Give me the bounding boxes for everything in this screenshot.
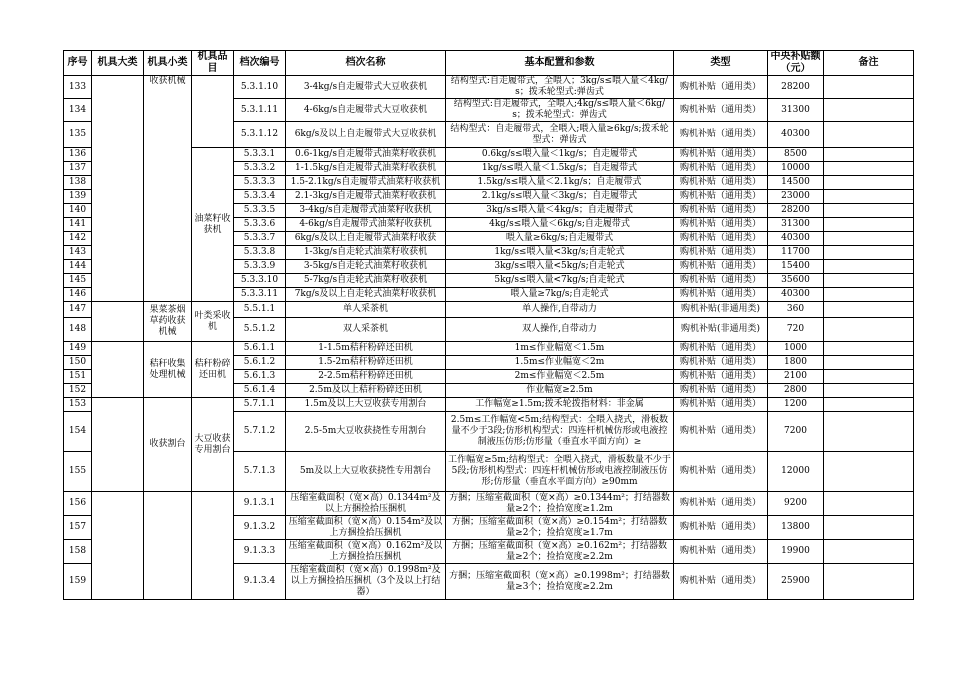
header-cell: 中央补贴额（元） bbox=[768, 51, 824, 76]
row-type: 购机补贴（通用类） bbox=[674, 370, 768, 384]
row-no: 152 bbox=[64, 384, 92, 398]
row-no: 143 bbox=[64, 246, 92, 260]
item-cell bbox=[192, 76, 234, 148]
row-name: 3-4kg/s自走履带式大豆收获机 bbox=[286, 76, 446, 99]
row-amount: 31300 bbox=[768, 99, 824, 122]
header-cell: 机具大类 bbox=[92, 51, 144, 76]
row-no: 137 bbox=[64, 162, 92, 176]
row-no: 147 bbox=[64, 302, 92, 318]
row-name: 3-4kg/s自走履带式油菜籽收获机 bbox=[286, 204, 446, 218]
row-amount: 31300 bbox=[768, 218, 824, 232]
row-no: 150 bbox=[64, 356, 92, 370]
row-type: 购机补贴（通用类） bbox=[674, 412, 768, 452]
row-config: 1.5kg/s≤喂入量＜2.1kg/s；自走履带式 bbox=[446, 176, 674, 190]
row-no: 133 bbox=[64, 76, 92, 99]
row-name: 7kg/s及以上自走轮式油菜籽收获机 bbox=[286, 288, 446, 302]
row-code: 5.3.1.12 bbox=[234, 122, 286, 148]
subsidy-table bbox=[63, 50, 914, 600]
header-cell: 档次名称 bbox=[286, 51, 446, 76]
item-cell: 叶类采收机 bbox=[192, 302, 234, 342]
major-class-cell bbox=[92, 76, 144, 302]
row-code: 5.3.3.9 bbox=[234, 260, 286, 274]
row-config: 2.1kg/s≤喂入量＜3kg/s；自走履带式 bbox=[446, 190, 674, 204]
header-row bbox=[64, 51, 914, 76]
major-class-cell bbox=[92, 342, 144, 398]
minor-class-cell: 果菜茶烟草药收获机械 bbox=[144, 302, 192, 342]
row-amount: 14500 bbox=[768, 176, 824, 190]
table-row bbox=[64, 148, 914, 162]
minor-class-cell bbox=[144, 492, 192, 600]
row-name: 1-1.5kg/s自走履带式油菜籽收获机 bbox=[286, 162, 446, 176]
row-no: 148 bbox=[64, 318, 92, 342]
header-cell: 档次编号 bbox=[234, 51, 286, 76]
table-row bbox=[64, 302, 914, 318]
row-note bbox=[824, 384, 914, 398]
row-note bbox=[824, 288, 914, 302]
row-config: 方捆；压缩室截面积（宽×高）≥0.1998m²；打结器数量≥3个；捡拾宽度≥2.2m bbox=[446, 564, 674, 600]
row-note bbox=[824, 218, 914, 232]
table-row bbox=[64, 342, 914, 356]
row-type: 购机补贴（通用类） bbox=[674, 384, 768, 398]
row-name: 压缩室截面积（宽×高）0.154m²及以上方捆捡拾压捆机 bbox=[286, 516, 446, 540]
major-class-cell bbox=[92, 398, 144, 492]
row-code: 5.3.3.8 bbox=[234, 246, 286, 260]
row-type: 购机补贴（通用类） bbox=[674, 540, 768, 564]
row-amount: 2100 bbox=[768, 370, 824, 384]
row-note bbox=[824, 564, 914, 600]
row-note bbox=[824, 99, 914, 122]
row-no: 157 bbox=[64, 516, 92, 540]
row-note bbox=[824, 260, 914, 274]
row-note bbox=[824, 76, 914, 99]
row-amount: 35600 bbox=[768, 274, 824, 288]
row-no: 151 bbox=[64, 370, 92, 384]
row-type: 购机补贴（通用类） bbox=[674, 288, 768, 302]
row-no: 155 bbox=[64, 452, 92, 492]
row-amount: 40300 bbox=[768, 122, 824, 148]
row-code: 5.3.1.11 bbox=[234, 99, 286, 122]
row-config: 单人操作,自带动力 bbox=[446, 302, 674, 318]
row-type: 购机补贴(非通用类) bbox=[674, 302, 768, 318]
row-code: 5.7.1.2 bbox=[234, 412, 286, 452]
row-note bbox=[824, 302, 914, 318]
row-config: 工作幅宽≥1.5m;拨禾轮拨指材料：非金属 bbox=[446, 398, 674, 412]
header-cell: 机具小类 bbox=[144, 51, 192, 76]
row-amount: 19900 bbox=[768, 540, 824, 564]
item-cell bbox=[192, 492, 234, 600]
row-note bbox=[824, 356, 914, 370]
row-name: 5m及以上大豆收获挠性专用割台 bbox=[286, 452, 446, 492]
row-no: 154 bbox=[64, 412, 92, 452]
row-no: 158 bbox=[64, 540, 92, 564]
row-amount: 9200 bbox=[768, 492, 824, 516]
item-cell: 秸秆粉碎还田机 bbox=[192, 342, 234, 398]
row-note bbox=[824, 232, 914, 246]
row-type: 购机补贴（通用类） bbox=[674, 162, 768, 176]
row-code: 5.6.1.4 bbox=[234, 384, 286, 398]
header-cell: 类型 bbox=[674, 51, 768, 76]
row-note bbox=[824, 540, 914, 564]
row-no: 153 bbox=[64, 398, 92, 412]
row-config: 2m≤作业幅宽＜2.5m bbox=[446, 370, 674, 384]
row-type: 购机补贴（通用类） bbox=[674, 122, 768, 148]
row-config: 5kg/s≤喂入量<7kg/s;自走轮式 bbox=[446, 274, 674, 288]
row-code: 5.6.1.3 bbox=[234, 370, 286, 384]
row-note bbox=[824, 246, 914, 260]
row-no: 142 bbox=[64, 232, 92, 246]
row-code: 5.5.1.1 bbox=[234, 302, 286, 318]
row-name: 1.5-2.1kg/s自走履带式油菜籽收获机 bbox=[286, 176, 446, 190]
row-name: 5-7kg/s自走轮式油菜籽收获机 bbox=[286, 274, 446, 288]
row-amount: 28200 bbox=[768, 204, 824, 218]
row-note bbox=[824, 190, 914, 204]
row-config: 1m≤作业幅宽＜1.5m bbox=[446, 342, 674, 356]
row-code: 5.6.1.1 bbox=[234, 342, 286, 356]
row-code: 5.3.3.7 bbox=[234, 232, 286, 246]
row-amount: 11700 bbox=[768, 246, 824, 260]
row-config: 1kg/s≤喂入量<3kg/s;自走轮式 bbox=[446, 246, 674, 260]
row-config: 作业幅宽≥2.5m bbox=[446, 384, 674, 398]
row-note bbox=[824, 452, 914, 492]
row-note bbox=[824, 318, 914, 342]
row-config: 结构型式:自走履带式，全喂入；3kg/s≤喂入量＜4kg/s；拨禾轮型式:弹齿式 bbox=[446, 76, 674, 99]
row-code: 5.3.3.5 bbox=[234, 204, 286, 218]
row-type: 购机补贴（通用类） bbox=[674, 492, 768, 516]
row-code: 9.1.3.2 bbox=[234, 516, 286, 540]
row-no: 144 bbox=[64, 260, 92, 274]
row-type: 购机补贴（通用类） bbox=[674, 148, 768, 162]
row-amount: 2800 bbox=[768, 384, 824, 398]
major-class-cell bbox=[92, 492, 144, 600]
row-amount: 1800 bbox=[768, 356, 824, 370]
row-type: 购机补贴（通用类） bbox=[674, 218, 768, 232]
row-amount: 40300 bbox=[768, 288, 824, 302]
row-amount: 25900 bbox=[768, 564, 824, 600]
row-amount: 12000 bbox=[768, 452, 824, 492]
row-note bbox=[824, 176, 914, 190]
row-amount: 8500 bbox=[768, 148, 824, 162]
document-page bbox=[63, 50, 914, 600]
row-config: 3kg/s≤喂入量＜4kg/s；自走履带式 bbox=[446, 204, 674, 218]
row-no: 140 bbox=[64, 204, 92, 218]
minor-class-cell: 收获割台 bbox=[144, 398, 192, 492]
row-config: 方捆；压缩室截面积（宽×高）≥0.1344m²；打结器数量≥2个；捡拾宽度≥1.2m bbox=[446, 492, 674, 516]
row-code: 5.3.3.4 bbox=[234, 190, 286, 204]
row-name: 压缩室截面积（宽×高）0.1998m²及以上方捆捡拾压捆机（3个及以上打结器） bbox=[286, 564, 446, 600]
row-config: 喂入量≥6kg/s;自走履带式 bbox=[446, 232, 674, 246]
row-type: 购机补贴（通用类） bbox=[674, 516, 768, 540]
row-amount: 1000 bbox=[768, 342, 824, 356]
row-config: 方捆；压缩室截面积（宽×高）≥0.154m²；打结器数量≥2个；捡拾宽度≥1.7m bbox=[446, 516, 674, 540]
row-code: 5.5.1.2 bbox=[234, 318, 286, 342]
row-config: 4kg/s≤喂入量＜6kg/s;自走履带式 bbox=[446, 218, 674, 232]
row-amount: 10000 bbox=[768, 162, 824, 176]
row-amount: 28200 bbox=[768, 76, 824, 99]
header-cell: 序号 bbox=[64, 51, 92, 76]
row-code: 5.3.3.11 bbox=[234, 288, 286, 302]
row-name: 单人采茶机 bbox=[286, 302, 446, 318]
row-type: 购机补贴（通用类） bbox=[674, 398, 768, 412]
row-note bbox=[824, 516, 914, 540]
row-note bbox=[824, 122, 914, 148]
row-note bbox=[824, 162, 914, 176]
row-no: 145 bbox=[64, 274, 92, 288]
row-name: 压缩室截面积（宽×高）0.162m²及以上方捆捡拾压捆机 bbox=[286, 540, 446, 564]
row-amount: 720 bbox=[768, 318, 824, 342]
row-code: 5.7.1.1 bbox=[234, 398, 286, 412]
row-code: 5.3.3.2 bbox=[234, 162, 286, 176]
row-note bbox=[824, 370, 914, 384]
item-cell: 油菜籽收获机 bbox=[192, 148, 234, 302]
row-name: 双人采茶机 bbox=[286, 318, 446, 342]
row-config: 工作幅宽≥5m;结构型式：全喂入挠式，滑板数量不少于5段;仿形机构型式：四连杆机械仿形或电液控制液压仿形;仿形量（垂直水平面方向）≥90mm bbox=[446, 452, 674, 492]
row-name: 2.5-5m大豆收获挠性专用割台 bbox=[286, 412, 446, 452]
row-type: 购机补贴（通用类） bbox=[674, 76, 768, 99]
row-type: 购机补贴（通用类） bbox=[674, 99, 768, 122]
row-type: 购机补贴（通用类） bbox=[674, 564, 768, 600]
row-note bbox=[824, 204, 914, 218]
row-code: 9.1.3.4 bbox=[234, 564, 286, 600]
row-config: 双人操作,自带动力 bbox=[446, 318, 674, 342]
row-no: 135 bbox=[64, 122, 92, 148]
row-name: 0.6-1kg/s自走履带式油菜籽收获机 bbox=[286, 148, 446, 162]
row-amount: 1200 bbox=[768, 398, 824, 412]
minor-class-cell: 收获机械 bbox=[144, 76, 192, 302]
row-code: 5.7.1.3 bbox=[234, 452, 286, 492]
row-name: 1-3kg/s自走轮式油菜籽收获机 bbox=[286, 246, 446, 260]
row-code: 5.3.3.6 bbox=[234, 218, 286, 232]
table-row bbox=[64, 492, 914, 516]
row-config: 喂入量≥7kg/s;自走轮式 bbox=[446, 288, 674, 302]
row-config: 3kg/s≤喂入量<5kg/s;自走轮式 bbox=[446, 260, 674, 274]
row-amount: 7200 bbox=[768, 412, 824, 452]
header-cell: 备注 bbox=[824, 51, 914, 76]
row-config: 0.6kg/s≤喂入量＜1kg/s；自走履带式 bbox=[446, 148, 674, 162]
row-no: 138 bbox=[64, 176, 92, 190]
row-name: 1.5-2m秸秆粉碎还田机 bbox=[286, 356, 446, 370]
table-row bbox=[64, 398, 914, 412]
row-amount: 15400 bbox=[768, 260, 824, 274]
row-no: 149 bbox=[64, 342, 92, 356]
row-name: 6kg/s及以上自走履带式油菜籽收获 bbox=[286, 232, 446, 246]
row-name: 2.5m及以上秸秆粉碎还田机 bbox=[286, 384, 446, 398]
item-cell: 大豆收获专用割台 bbox=[192, 398, 234, 492]
row-type: 购机补贴（通用类） bbox=[674, 356, 768, 370]
row-name: 1.5m及以上大豆收获专用割台 bbox=[286, 398, 446, 412]
row-code: 5.3.3.10 bbox=[234, 274, 286, 288]
row-note bbox=[824, 412, 914, 452]
row-amount: 23000 bbox=[768, 190, 824, 204]
row-name: 2.1-3kg/s自走履带式油菜籽收获机 bbox=[286, 190, 446, 204]
row-no: 146 bbox=[64, 288, 92, 302]
row-type: 购机补贴（通用类） bbox=[674, 232, 768, 246]
row-no: 136 bbox=[64, 148, 92, 162]
major-class-cell bbox=[92, 302, 144, 342]
row-amount: 13800 bbox=[768, 516, 824, 540]
row-type: 购机补贴（通用类） bbox=[674, 190, 768, 204]
header-cell: 机具品目 bbox=[192, 51, 234, 76]
row-no: 156 bbox=[64, 492, 92, 516]
row-name: 1-1.5m秸秆粉碎还田机 bbox=[286, 342, 446, 356]
row-config: 2.5m≤工作幅宽<5m;结构型式：全喂入挠式，滑板数量不少于3段;仿形机构型式：四连杆机械仿形或电液控制液压仿形;仿形量（垂直水平面方向）≥ bbox=[446, 412, 674, 452]
minor-class-cell: 秸秆收集处理机械 bbox=[144, 342, 192, 398]
row-type: 购机补贴（通用类） bbox=[674, 260, 768, 274]
row-note bbox=[824, 274, 914, 288]
row-config: 结构型式:自走履带式，全喂入;4kg/s≤喂入量＜6kg/s；拨禾轮型式：弹齿式 bbox=[446, 99, 674, 122]
row-name: 4-6kg/s自走履带式大豆收获机 bbox=[286, 99, 446, 122]
row-name: 3-5kg/s自走轮式油菜籽收获机 bbox=[286, 260, 446, 274]
row-type: 购机补贴(非通用类) bbox=[674, 318, 768, 342]
row-type: 购机补贴（通用类） bbox=[674, 452, 768, 492]
row-code: 5.3.1.10 bbox=[234, 76, 286, 99]
row-no: 159 bbox=[64, 564, 92, 600]
row-code: 5.3.3.1 bbox=[234, 148, 286, 162]
row-type: 购机补贴（通用类） bbox=[674, 176, 768, 190]
row-no: 139 bbox=[64, 190, 92, 204]
row-type: 购机补贴（通用类） bbox=[674, 274, 768, 288]
row-code: 9.1.3.3 bbox=[234, 540, 286, 564]
row-type: 购机补贴（通用类） bbox=[674, 204, 768, 218]
row-name: 2-2.5m秸秆粉碎还田机 bbox=[286, 370, 446, 384]
row-note bbox=[824, 342, 914, 356]
row-no: 134 bbox=[64, 99, 92, 122]
table-row bbox=[64, 76, 914, 99]
row-no: 141 bbox=[64, 218, 92, 232]
row-code: 5.6.1.2 bbox=[234, 356, 286, 370]
row-config: 方捆；压缩室截面积（宽×高）≥0.162m²；打结器数量≥2个；捡拾宽度≥2.2m bbox=[446, 540, 674, 564]
row-config: 结构型式：自走履带式，全喂入;喂入量≥6kg/s;拨禾轮型式：弹齿式 bbox=[446, 122, 674, 148]
row-name: 4-6kg/s自走履带式油菜籽收获机 bbox=[286, 218, 446, 232]
row-amount: 360 bbox=[768, 302, 824, 318]
row-name: 6kg/s及以上自走履带式大豆收获机 bbox=[286, 122, 446, 148]
row-code: 5.3.3.3 bbox=[234, 176, 286, 190]
row-name: 压缩室截面积（宽×高）0.1344m²及以上方捆捡拾压捆机 bbox=[286, 492, 446, 516]
row-config: 1kg/s≤喂入量＜1.5kg/s；自走履带式 bbox=[446, 162, 674, 176]
row-note bbox=[824, 398, 914, 412]
row-amount: 40300 bbox=[768, 232, 824, 246]
row-type: 购机补贴（通用类） bbox=[674, 342, 768, 356]
row-config: 1.5m≤作业幅宽＜2m bbox=[446, 356, 674, 370]
header-cell: 基本配置和参数 bbox=[446, 51, 674, 76]
row-code: 9.1.3.1 bbox=[234, 492, 286, 516]
row-note bbox=[824, 148, 914, 162]
row-note bbox=[824, 492, 914, 516]
row-type: 购机补贴（通用类） bbox=[674, 246, 768, 260]
